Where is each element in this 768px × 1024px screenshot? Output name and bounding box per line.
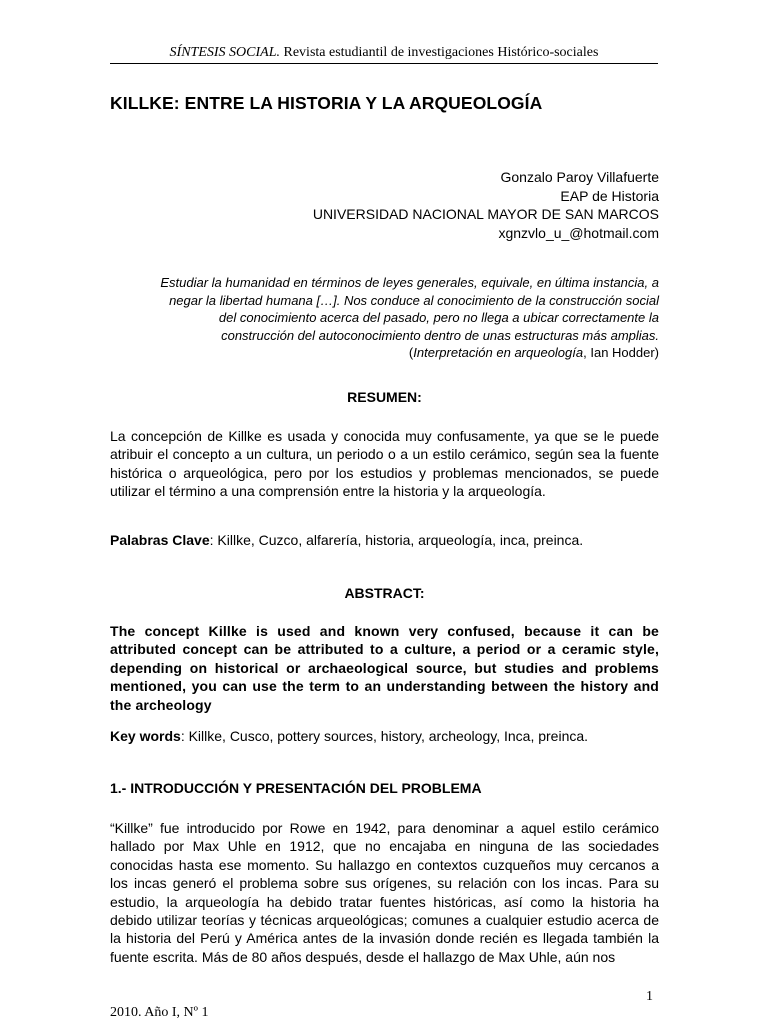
section-1-heading: 1.- INTRODUCCIÓN Y PRESENTACIÓN DEL PROBLEMA xyxy=(110,780,482,796)
keywords-english-label: Key words xyxy=(110,728,181,744)
epigraph-line: Estudiar la humanidad en términos de leyes generales, equivale, en última instancia, a xyxy=(160,275,659,290)
resumen-paragraph: La concepción de Killke es usada y conocida muy confusamente, ya que se le puede atribuir el concepto a un cultura, un periodo o a un estilo cerámico, según sea la fuente histórica o arqueológica, pero por los estudios y problemas mencionados, se puede utilizar el término a una comprensión entre la historia y la arqueología. xyxy=(110,428,659,500)
epigraph xyxy=(110,274,659,362)
resumen-heading: RESUMEN: xyxy=(347,389,422,405)
citation-work-title: Interpretación en arqueología xyxy=(413,345,584,360)
journal-subtitle: Revista estudiantil de investigaciones Histórico-sociales xyxy=(283,45,599,60)
citation-open-paren: ( xyxy=(408,345,414,360)
journal-name: SÍNTESIS SOCIAL. xyxy=(169,45,280,60)
author-email: xgnzvlo_u_@hotmail.com xyxy=(498,224,659,241)
keywords-english xyxy=(110,727,659,745)
author-university: UNIVERSIDAD NACIONAL MAYOR DE SAN MARCOS xyxy=(312,206,659,222)
author-name: Gonzalo Paroy Villafuerte xyxy=(500,169,659,185)
citation-author: , Ian Hodder) xyxy=(583,345,659,360)
epigraph-line: construcción del autoconocimiento dentro de unas estructuras más amplias. xyxy=(221,327,659,343)
paper-title: KILLKE: ENTRE LA HISTORIA Y LA ARQUEOLOGÍA xyxy=(110,93,543,113)
keywords-english-list: : Killke, Cusco, pottery sources, history, archeology, Inca, preinca. xyxy=(180,728,589,744)
epigraph-line: negar la libertad humana […]. Nos conduce al conocimiento de la construcción social xyxy=(169,292,659,308)
section-1-paragraph: “Killke” fue introducido por Rowe en 1942, para denominar a aquel estilo cerámico hallado por Max Uhle en 1912, que no encajaba en ninguna de las sociedades conocidas hasta ese momento. Su hallazgo en contextos cuzqueños muy cercanos a los incas generó el problema sobre sus orígenes, su relación con los incas. Para su estudio, la arqueología ha debido tratar fuentes históricas, así como la historia ha debido utilizar teorías y técnicas arqueológicas; comunes a cualquier estudio acerca de la historia del Perú y América antes de la invasión donde recién es llegada también la fuente escrita. Más de 80 años después, desde el hallazgo de Max Uhle, aún nos xyxy=(110,820,659,965)
epigraph-line: del conocimiento acerca del pasado, pero no llega a ubicar correctamente la xyxy=(218,310,659,325)
author-block xyxy=(110,168,659,242)
abstract-paragraph: The concept Killke is used and known very confused, because it can be attributed concept can be attributed to a culture, a period or a ceramic style, depending on historical or archaeological source, but studies and problems mentioned, you can use the term to an understanding between the history and the archeology xyxy=(110,623,659,713)
keywords-spanish-label: Palabras Clave xyxy=(110,532,210,548)
author-department: EAP de Historia xyxy=(560,187,659,204)
running-header xyxy=(110,45,658,64)
page-number: 1 xyxy=(646,989,653,1004)
abstract-heading: ABSTRACT: xyxy=(344,585,425,601)
issue-footer: 2010. Año I, Nº 1 xyxy=(110,1005,209,1020)
keywords-spanish-list: : Killke, Cuzco, alfarería, historia, arqueología, inca, preinca. xyxy=(209,532,584,548)
keywords-spanish xyxy=(110,531,659,549)
epigraph-citation xyxy=(110,344,659,362)
